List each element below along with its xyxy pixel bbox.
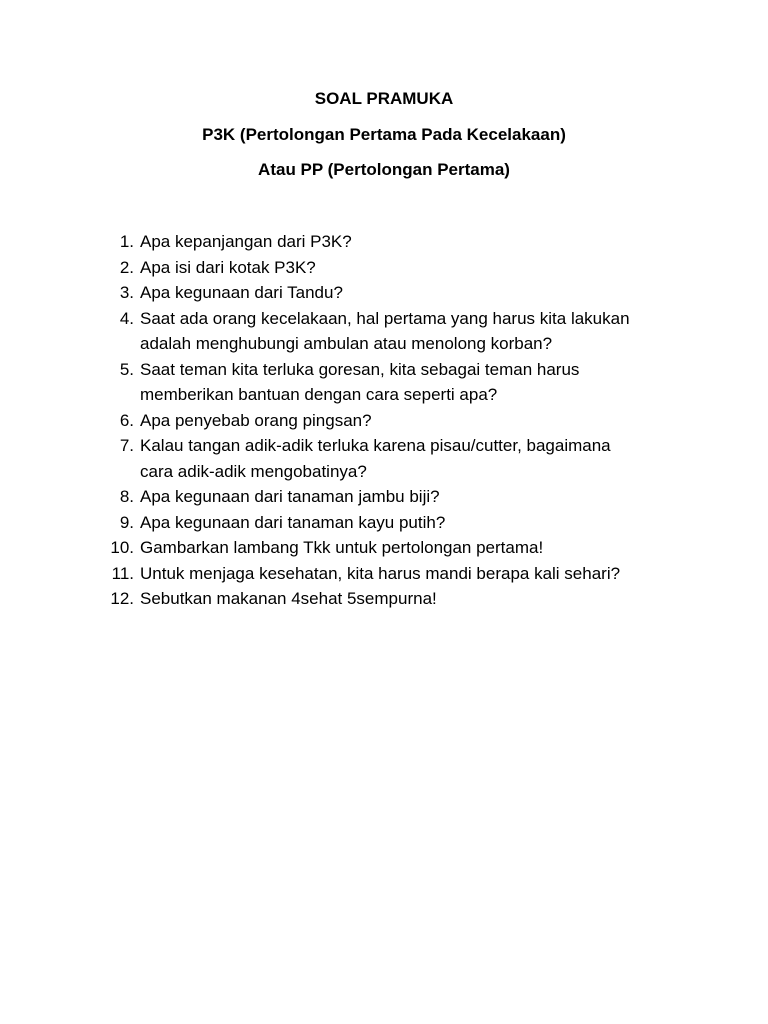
question-item (100, 255, 700, 281)
question-item (100, 510, 700, 536)
question-number: 11. (111, 563, 134, 583)
question-text-line: Saat ada orang kecelakaan, hal pertama yang harus kita lakukan (140, 308, 630, 328)
question-number: 8. (119, 487, 134, 506)
question-text-line: Gambarkan lambang Tkk untuk pertolongan pertama! (140, 538, 544, 557)
question-number: 10. (110, 538, 134, 557)
question-list (100, 229, 700, 612)
document-title: SOAL PRAMUKA (314, 89, 454, 108)
question-text (134, 229, 700, 255)
question-number: 2. (119, 257, 134, 277)
question-item (100, 535, 700, 561)
question-text-line: Apa penyebab orang pingsan? (140, 410, 372, 430)
document-subtitle: P3K (Pertolongan Pertama Pada Kecelakaan) (202, 125, 566, 144)
question-text (134, 408, 700, 434)
question-item (100, 586, 700, 612)
question-text-line: Saat teman kita terluka goresan, kita sebagai teman harus (140, 359, 580, 379)
question-number: 6. (119, 410, 134, 430)
question-item (100, 433, 700, 484)
question-number: 5. (119, 359, 134, 379)
question-text-line: Apa kegunaan dari tanaman jambu biji? (140, 487, 440, 506)
question-text-line: Sebutkan makanan 4sehat 5sempurna! (140, 589, 437, 608)
question-number: 4. (119, 308, 134, 328)
question-text (134, 586, 700, 612)
question-item (100, 280, 700, 306)
question-text (134, 306, 700, 357)
question-text-line: Apa kepanjangan dari P3K? (140, 232, 352, 251)
question-text (134, 535, 700, 561)
question-text-line: adalah menghubungi ambulan atau menolong korban? (140, 334, 553, 353)
question-number: 7. (119, 436, 134, 455)
question-item (100, 229, 700, 255)
question-text (134, 433, 700, 484)
question-item (100, 484, 700, 510)
question-item (100, 357, 700, 408)
question-text-line: Apa kegunaan dari tanaman kayu putih? (140, 512, 446, 532)
question-text-line: Untuk menjaga kesehatan, kita harus mandi berapa kali sehari? (140, 563, 621, 583)
question-item (100, 306, 700, 357)
question-text (134, 280, 700, 306)
question-text (134, 357, 700, 408)
question-text-line: memberikan bantuan dengan cara seperti apa? (140, 385, 498, 404)
question-text (134, 255, 700, 281)
question-text-line: Apa isi dari kotak P3K? (140, 257, 316, 277)
question-text (134, 510, 700, 536)
question-item (100, 408, 700, 434)
question-item (100, 561, 700, 587)
question-text-line: Kalau tangan adik-adik terluka karena pisau/cutter, bagaimana (140, 436, 611, 455)
question-number: 9. (119, 512, 134, 532)
question-number: 3. (119, 283, 134, 302)
question-number: 1. (119, 232, 134, 251)
question-number: 12. (110, 589, 134, 608)
question-text-line: cara adik-adik mengobatinya? (140, 461, 367, 481)
question-text (134, 561, 700, 587)
document-subtitle-alt: Atau PP (Pertolongan Pertama) (258, 160, 510, 179)
question-text-line: Apa kegunaan dari Tandu? (140, 283, 343, 302)
question-text (134, 484, 700, 510)
